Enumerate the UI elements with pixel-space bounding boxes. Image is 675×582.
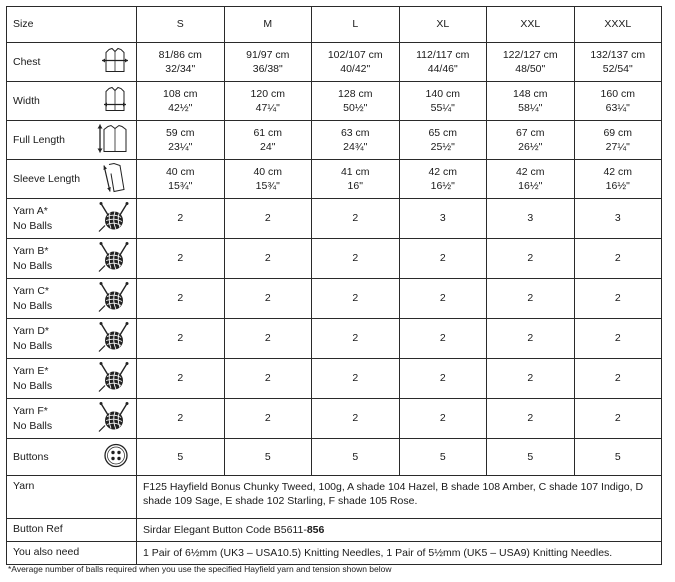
cm-value: 102/107 cm — [327, 48, 383, 61]
yarn-row — [7, 359, 662, 399]
measurement-row — [7, 82, 662, 121]
yarn-balls-xxxl: 3 — [574, 199, 662, 239]
measurement-label: Full Length — [13, 133, 65, 146]
cm-value: 120 cm — [250, 87, 285, 100]
sleeve-length-icon — [100, 162, 130, 197]
yarn-name: Yarn C* — [13, 285, 49, 298]
cm-value: 40 cm — [165, 165, 195, 178]
cardigan-chest-icon — [100, 46, 130, 79]
yarn-balls-xxl: 2 — [487, 239, 575, 279]
size-chart-table — [6, 6, 662, 565]
inch-value: 15¾" — [255, 180, 280, 192]
yarn-label-cell — [7, 239, 137, 279]
buttons-label-cell — [7, 439, 137, 476]
cm-value: 61 cm — [253, 126, 283, 139]
yarn-balls-xxl: 2 — [487, 399, 575, 439]
yarn-ball-icon — [98, 201, 130, 236]
button-ref-label: Button Ref — [7, 519, 137, 542]
measurement-cell-m — [224, 82, 312, 121]
cm-value: 108 cm — [163, 87, 198, 100]
button-ref-prefix: Sirdar Elegant Button Code B5611- — [143, 524, 307, 536]
yarn-balls-label: No Balls — [13, 299, 53, 312]
yarn-balls-s: 2 — [137, 319, 225, 359]
yarn-row — [7, 199, 662, 239]
inch-value: 23¼" — [168, 141, 193, 153]
measurement-cell-xl — [399, 43, 487, 82]
yarn-balls-xl: 2 — [399, 239, 487, 279]
buttons-count-xxl: 5 — [487, 439, 575, 476]
yarn-balls-s: 2 — [137, 279, 225, 319]
yarn-label — [13, 364, 52, 392]
yarn-row — [7, 399, 662, 439]
yarn-balls-s: 2 — [137, 199, 225, 239]
button-ref-text — [137, 519, 662, 542]
measurement-row — [7, 160, 662, 199]
measurement-cell-m — [224, 43, 312, 82]
measurement-label: Chest — [13, 55, 41, 68]
yarn-ball-icon — [98, 401, 130, 436]
yarn-balls-m: 2 — [224, 399, 312, 439]
yarn-balls-label: No Balls — [13, 379, 53, 392]
inch-value: 47¼" — [255, 102, 280, 114]
yarn-balls-m: 2 — [224, 239, 312, 279]
inch-value: 24¾" — [343, 141, 368, 153]
measurement-cell-xxxl — [574, 160, 662, 199]
cm-value: 65 cm — [428, 126, 458, 139]
yarn-balls-l: 2 — [312, 279, 400, 319]
inch-value: 27¼" — [605, 141, 630, 153]
yarn-row — [7, 319, 662, 359]
cm-value: 148 cm — [513, 87, 548, 100]
inch-value: 40/42" — [340, 63, 371, 75]
measurement-cell-xxl — [487, 160, 575, 199]
inch-value: 16½" — [518, 180, 543, 192]
yarn-info-label: Yarn — [7, 476, 137, 519]
measurement-cell-xxl — [487, 43, 575, 82]
measurement-label-cell — [7, 121, 137, 160]
yarn-balls-xxxl: 2 — [574, 239, 662, 279]
cm-value: 42 cm — [428, 165, 458, 178]
size-header-xl: XL — [399, 7, 487, 43]
size-header-label: Size — [13, 18, 34, 31]
measurement-cell-s — [137, 43, 225, 82]
yarn-balls-xxxl: 2 — [574, 319, 662, 359]
cm-value: 140 cm — [425, 87, 460, 100]
measurement-cell-xxxl — [574, 82, 662, 121]
measurement-cell-l — [312, 160, 400, 199]
yarn-row — [7, 239, 662, 279]
yarn-balls-l: 2 — [312, 399, 400, 439]
yarn-balls-xl: 3 — [399, 199, 487, 239]
measurement-label: Width — [13, 94, 40, 107]
measurement-cell-l — [312, 121, 400, 160]
yarn-balls-xxl: 2 — [487, 279, 575, 319]
yarn-balls-s: 2 — [137, 359, 225, 399]
measurement-cell-l — [312, 82, 400, 121]
measurement-cell-xl — [399, 160, 487, 199]
inch-value: 48/50" — [515, 63, 546, 75]
buttons-count-s: 5 — [137, 439, 225, 476]
yarn-balls-xl: 2 — [399, 279, 487, 319]
cm-value: 42 cm — [603, 165, 633, 178]
also-need-text: 1 Pair of 6½mm (UK3 – USA10.5) Knitting Needles, 1 Pair of 5½mm (UK5 – USA9) Knitting Needles. — [137, 542, 662, 565]
measurement-row — [7, 43, 662, 82]
measurement-label: Sleeve Length — [13, 172, 81, 185]
size-header-s: S — [137, 7, 225, 43]
measurement-label-cell — [7, 160, 137, 199]
yarn-balls-label: No Balls — [13, 419, 53, 432]
yarn-name: Yarn B* — [13, 245, 49, 258]
size-header-cell — [7, 7, 137, 43]
yarn-label-cell — [7, 359, 137, 399]
yarn-balls-label: No Balls — [13, 259, 53, 272]
yarn-balls-label: No Balls — [13, 219, 53, 232]
yarn-info-row — [7, 476, 662, 519]
yarn-label — [13, 404, 52, 432]
measurement-cell-xxl — [487, 82, 575, 121]
cm-value: 59 cm — [165, 126, 195, 139]
yarn-ball-icon — [98, 321, 130, 356]
cardigan-length-icon — [96, 122, 130, 159]
yarn-name: Yarn D* — [13, 325, 49, 338]
measurement-row — [7, 121, 662, 160]
inch-value: 36/38" — [252, 63, 283, 75]
inch-value: 15¾" — [168, 180, 193, 192]
yarn-balls-xxxl: 2 — [574, 279, 662, 319]
measurement-cell-xl — [399, 82, 487, 121]
yarn-label-cell — [7, 319, 137, 359]
yarn-balls-label: No Balls — [13, 339, 53, 352]
inch-value: 25½" — [430, 141, 455, 153]
yarn-balls-xxxl: 2 — [574, 359, 662, 399]
inch-value: 16½" — [605, 180, 630, 192]
cm-value: 122/127 cm — [502, 48, 558, 61]
cm-value: 132/137 cm — [590, 48, 646, 61]
yarn-name: Yarn A* — [13, 205, 48, 218]
inch-value: 44/46" — [427, 63, 458, 75]
inch-value: 52/54" — [602, 63, 633, 75]
cm-value: 91/97 cm — [246, 48, 290, 61]
size-header-m: M — [224, 7, 312, 43]
measurement-cell-xxxl — [574, 43, 662, 82]
yarn-label-cell — [7, 279, 137, 319]
yarn-ball-icon — [98, 281, 130, 316]
yarn-row — [7, 279, 662, 319]
cm-value: 41 cm — [340, 165, 370, 178]
cm-value: 81/86 cm — [158, 48, 202, 61]
yarn-balls-xxl: 2 — [487, 359, 575, 399]
buttons-count-l: 5 — [312, 439, 400, 476]
inch-value: 63¼" — [605, 102, 630, 114]
cm-value: 69 cm — [603, 126, 633, 139]
size-header-xxl: XXL — [487, 7, 575, 43]
inch-value: 55¼" — [430, 102, 455, 114]
measurement-cell-m — [224, 160, 312, 199]
yarn-ball-icon — [98, 361, 130, 396]
button-icon — [102, 442, 130, 473]
yarn-label-cell — [7, 399, 137, 439]
inch-value: 32/34" — [165, 63, 196, 75]
measurement-cell-xxl — [487, 121, 575, 160]
button-ref-code: 856 — [306, 524, 325, 536]
measurement-label-cell — [7, 43, 137, 82]
yarn-label — [13, 244, 52, 272]
inch-value: 24" — [260, 141, 276, 153]
inch-value: 16½" — [430, 180, 455, 192]
buttons-count-xxxl: 5 — [574, 439, 662, 476]
yarn-balls-xl: 2 — [399, 319, 487, 359]
yarn-label — [13, 204, 52, 232]
yarn-balls-l: 2 — [312, 319, 400, 359]
yarn-balls-m: 2 — [224, 319, 312, 359]
inch-value: 42½" — [168, 102, 193, 114]
inch-value: 58¼" — [518, 102, 543, 114]
buttons-count-m: 5 — [224, 439, 312, 476]
yarn-balls-xxl: 2 — [487, 319, 575, 359]
yarn-balls-m: 2 — [224, 359, 312, 399]
footnote: *Average number of balls required when you use the specified Hayfield yarn and tension shown below — [8, 564, 392, 574]
measurement-label-cell — [7, 82, 137, 121]
yarn-balls-s: 2 — [137, 399, 225, 439]
yarn-label — [13, 324, 52, 352]
measurement-cell-l — [312, 43, 400, 82]
yarn-balls-l: 2 — [312, 359, 400, 399]
inch-value: 50½" — [343, 102, 368, 114]
measurement-cell-s — [137, 82, 225, 121]
cm-value: 63 cm — [340, 126, 370, 139]
yarn-balls-xl: 2 — [399, 399, 487, 439]
buttons-label: Buttons — [13, 450, 49, 463]
cm-value: 42 cm — [515, 165, 545, 178]
yarn-balls-l: 2 — [312, 199, 400, 239]
measurement-cell-m — [224, 121, 312, 160]
buttons-row — [7, 439, 662, 476]
yarn-balls-xxxl: 2 — [574, 399, 662, 439]
yarn-label — [13, 284, 52, 312]
cm-value: 40 cm — [253, 165, 283, 178]
size-header-l: L — [312, 7, 400, 43]
cm-value: 160 cm — [600, 87, 635, 100]
cm-value: 128 cm — [338, 87, 373, 100]
size-header-xxxl: XXXL — [574, 7, 662, 43]
button-ref-row — [7, 519, 662, 542]
yarn-balls-m: 2 — [224, 279, 312, 319]
measurement-cell-s — [137, 121, 225, 160]
yarn-balls-m: 2 — [224, 199, 312, 239]
header-row — [7, 7, 662, 43]
measurement-cell-xl — [399, 121, 487, 160]
yarn-name: Yarn E* — [13, 365, 49, 378]
yarn-name: Yarn F* — [13, 405, 48, 418]
yarn-info-text: F125 Hayfield Bonus Chunky Tweed, 100g, A shade 104 Hazel, B shade 108 Amber, C shade 107 Indigo, D shade 109 Sage, E shade 102 Starling, F shade 105 Rose. — [137, 476, 662, 519]
yarn-balls-xl: 2 — [399, 359, 487, 399]
cm-value: 112/117 cm — [416, 48, 470, 61]
yarn-ball-icon — [98, 241, 130, 276]
also-need-label: You also need — [7, 542, 137, 565]
cardigan-width-icon — [100, 85, 130, 118]
buttons-count-xl: 5 — [399, 439, 487, 476]
measurement-cell-s — [137, 160, 225, 199]
yarn-balls-l: 2 — [312, 239, 400, 279]
inch-value: 16" — [347, 180, 363, 192]
cm-value: 67 cm — [515, 126, 545, 139]
also-need-row — [7, 542, 662, 565]
inch-value: 26½" — [518, 141, 543, 153]
measurement-cell-xxxl — [574, 121, 662, 160]
yarn-label-cell — [7, 199, 137, 239]
yarn-balls-xxl: 3 — [487, 199, 575, 239]
yarn-balls-s: 2 — [137, 239, 225, 279]
